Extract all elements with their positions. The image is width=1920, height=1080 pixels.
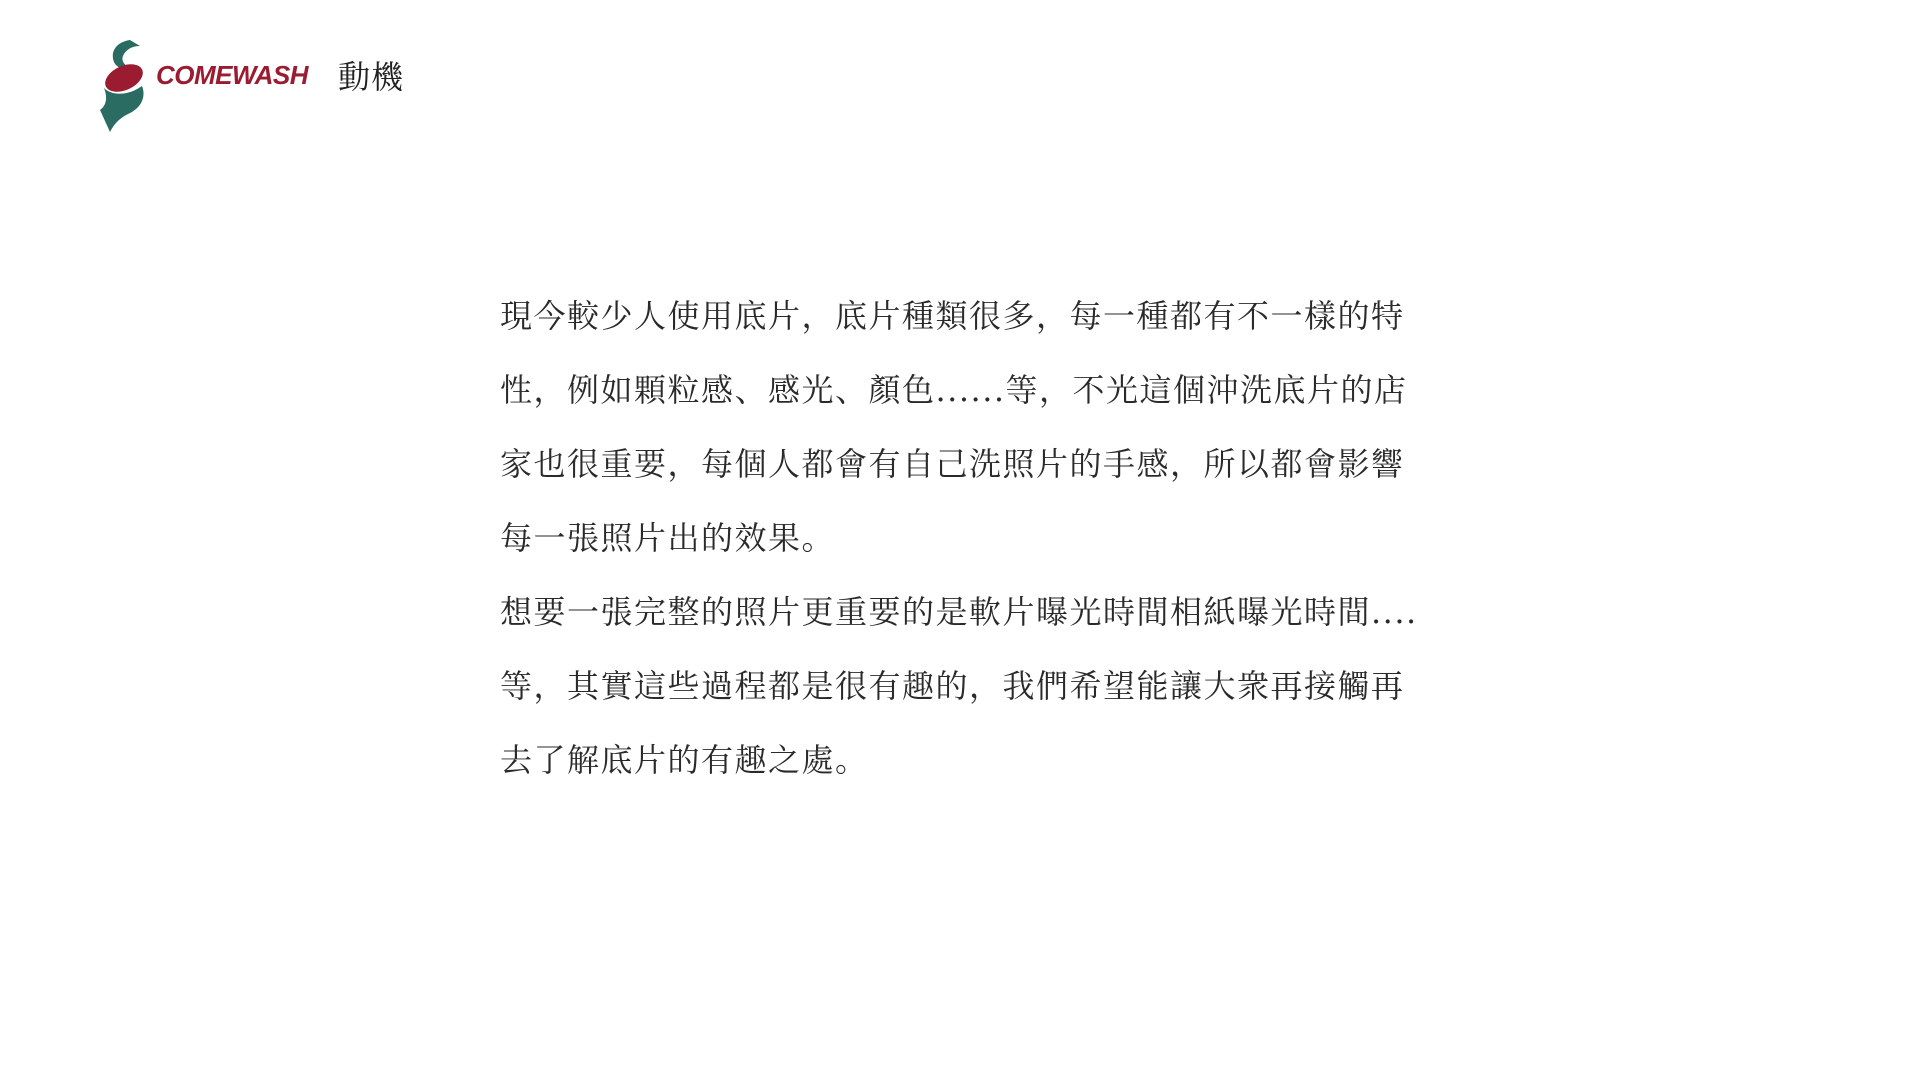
text-line: 去了解底片的有趣之處。 (500, 741, 869, 779)
text-line: 現今較少人使用底片，底片種類很多，每一種都有不一樣的特 (500, 297, 1405, 335)
text-line: 每一張照片出的效果。 (500, 519, 836, 557)
text-line: 家也很重要，每個人都會有自己洗照片的手感，所以都會影響 (500, 445, 1405, 483)
comewash-logo-icon (86, 36, 156, 136)
text-line: 等，其實這些過程都是很有趣的，我們希望能讓大衆再接觸再 (500, 667, 1405, 705)
text-line: 性，例如顆粒感、感光、顏色......等，不光這個沖洗底片的店 (500, 371, 1408, 409)
page-title: 動機 (338, 58, 405, 96)
text-line: 想要一張完整的照片更重要的是軟片曝光時間相紙曝光時間.... (500, 593, 1418, 631)
header (86, 36, 404, 136)
brand-name: COMEWASH (156, 59, 308, 90)
motivation-paragraph (500, 287, 1440, 805)
